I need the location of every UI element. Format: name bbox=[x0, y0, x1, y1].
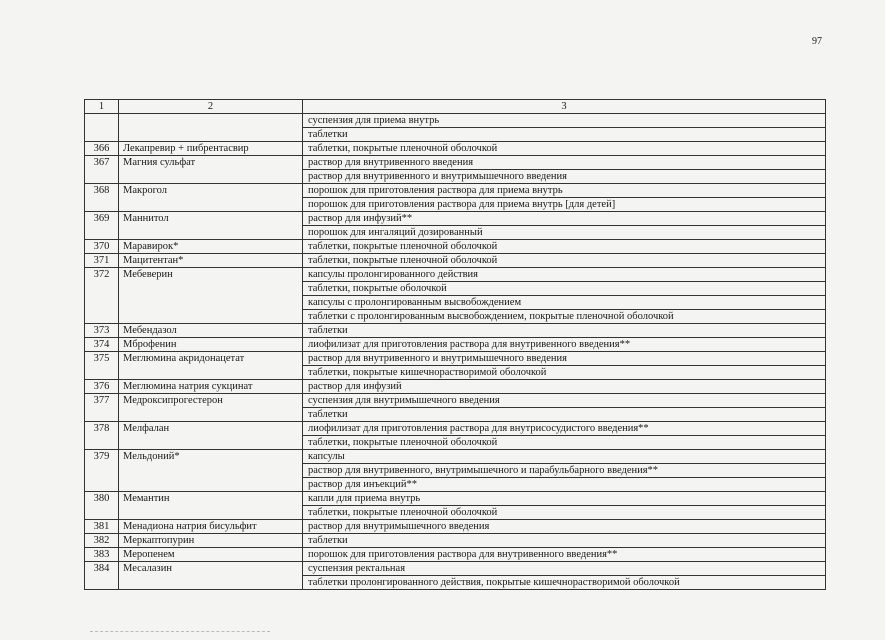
table-header-row bbox=[85, 100, 826, 114]
dosage-form: таблетки с пролонгированным высвобождением, покрытые пленочной оболочкой bbox=[303, 310, 826, 324]
drug-name: Маннитол bbox=[119, 212, 303, 240]
table-row bbox=[85, 212, 826, 226]
drug-name: Медроксипрогестерон bbox=[119, 394, 303, 422]
drug-name: Маравирок* bbox=[119, 240, 303, 254]
table-row bbox=[85, 520, 826, 534]
dosage-form: таблетки, покрытые пленочной оболочкой bbox=[303, 506, 826, 520]
bottom-scan-artifact bbox=[90, 631, 270, 636]
table-row bbox=[85, 114, 826, 128]
table-row bbox=[85, 240, 826, 254]
row-number: 383 bbox=[85, 548, 119, 562]
dosage-form: раствор для инфузий** bbox=[303, 212, 826, 226]
drug-name: Магния сульфат bbox=[119, 156, 303, 184]
dosage-form: капсулы bbox=[303, 450, 826, 464]
table-body bbox=[85, 114, 826, 590]
drug-name: Макрогол bbox=[119, 184, 303, 212]
dosage-form: лиофилизат для приготовления раствора для внутрисосудистого введения** bbox=[303, 422, 826, 436]
dosage-form: порошок для ингаляций дозированный bbox=[303, 226, 826, 240]
dosage-form: раствор для инфузий bbox=[303, 380, 826, 394]
dosage-form: суспензия ректальная bbox=[303, 562, 826, 576]
table-row bbox=[85, 268, 826, 282]
table-row bbox=[85, 380, 826, 394]
drug-name bbox=[119, 114, 303, 142]
row-number: 377 bbox=[85, 394, 119, 422]
column-header: 3 bbox=[303, 100, 826, 114]
drug-name: Меглюмина натрия сукцинат bbox=[119, 380, 303, 394]
row-number: 371 bbox=[85, 254, 119, 268]
row-number bbox=[85, 114, 119, 142]
drug-name: Мброфенин bbox=[119, 338, 303, 352]
drug-name: Мельдоний* bbox=[119, 450, 303, 492]
dosage-form: раствор для инъекций** bbox=[303, 478, 826, 492]
row-number: 373 bbox=[85, 324, 119, 338]
row-number: 384 bbox=[85, 562, 119, 590]
dosage-form: раствор для внутривенного, внутримышечного и парабульбарного введения** bbox=[303, 464, 826, 478]
table-row bbox=[85, 338, 826, 352]
dosage-form: таблетки, покрытые пленочной оболочкой bbox=[303, 254, 826, 268]
table-row bbox=[85, 156, 826, 170]
dosage-form: капли для приема внутрь bbox=[303, 492, 826, 506]
dosage-form: таблетки пролонгированного действия, покрытые кишечнорастворимой оболочкой bbox=[303, 576, 826, 590]
drug-name: Менадиона натрия бисульфит bbox=[119, 520, 303, 534]
dosage-form: таблетки, покрытые пленочной оболочкой bbox=[303, 142, 826, 156]
drug-name: Мебеверин bbox=[119, 268, 303, 324]
dosage-form: капсулы с пролонгированным высвобождением bbox=[303, 296, 826, 310]
table-row bbox=[85, 254, 826, 268]
row-number: 376 bbox=[85, 380, 119, 394]
row-number: 382 bbox=[85, 534, 119, 548]
drug-name: Лекапревир + пибрентасвир bbox=[119, 142, 303, 156]
dosage-form: раствор для внутривенного и внутримышечного введения bbox=[303, 352, 826, 366]
dosage-form: таблетки, покрытые оболочкой bbox=[303, 282, 826, 296]
dosage-form: таблетки bbox=[303, 128, 826, 142]
page-number: 97 bbox=[812, 36, 822, 47]
drug-forms-table bbox=[84, 99, 826, 590]
row-number: 379 bbox=[85, 450, 119, 492]
table-row bbox=[85, 394, 826, 408]
drug-name: Меркаптопурин bbox=[119, 534, 303, 548]
row-number: 368 bbox=[85, 184, 119, 212]
row-number: 366 bbox=[85, 142, 119, 156]
row-number: 374 bbox=[85, 338, 119, 352]
drug-name: Мацитентан* bbox=[119, 254, 303, 268]
row-number: 367 bbox=[85, 156, 119, 184]
dosage-form: порошок для приготовления раствора для приема внутрь bbox=[303, 184, 826, 198]
dosage-form: капсулы пролонгированного действия bbox=[303, 268, 826, 282]
table-row bbox=[85, 324, 826, 338]
column-header: 1 bbox=[85, 100, 119, 114]
dosage-form: таблетки, покрытые пленочной оболочкой bbox=[303, 240, 826, 254]
row-number: 381 bbox=[85, 520, 119, 534]
table-row bbox=[85, 548, 826, 562]
dosage-form: таблетки bbox=[303, 324, 826, 338]
drug-name: Месалазин bbox=[119, 562, 303, 590]
table-row bbox=[85, 142, 826, 156]
drug-name: Мелфалан bbox=[119, 422, 303, 450]
drug-name: Мемантин bbox=[119, 492, 303, 520]
dosage-form: порошок для приготовления раствора для внутривенного введения** bbox=[303, 548, 826, 562]
dosage-form: таблетки, покрытые кишечнорастворимой оболочкой bbox=[303, 366, 826, 380]
dosage-form: порошок для приготовления раствора для приема внутрь [для детей] bbox=[303, 198, 826, 212]
dosage-form: лиофилизат для приготовления раствора для внутривенного введения** bbox=[303, 338, 826, 352]
dosage-form: таблетки bbox=[303, 408, 826, 422]
column-header: 2 bbox=[119, 100, 303, 114]
dosage-form: таблетки, покрытые пленочной оболочкой bbox=[303, 436, 826, 450]
row-number: 372 bbox=[85, 268, 119, 324]
row-number: 378 bbox=[85, 422, 119, 450]
dosage-form: суспензия для внутримышечного введения bbox=[303, 394, 826, 408]
table-row bbox=[85, 562, 826, 576]
drug-name: Меглюмина акридонацетат bbox=[119, 352, 303, 380]
dosage-form: таблетки bbox=[303, 534, 826, 548]
table-row bbox=[85, 492, 826, 506]
dosage-form: раствор для внутривенного введения bbox=[303, 156, 826, 170]
dosage-form: раствор для внутривенного и внутримышечного введения bbox=[303, 170, 826, 184]
drug-name: Меропенем bbox=[119, 548, 303, 562]
dosage-form: суспензия для приема внутрь bbox=[303, 114, 826, 128]
row-number: 375 bbox=[85, 352, 119, 380]
dosage-form: раствор для внутримышечного введения bbox=[303, 520, 826, 534]
table-row bbox=[85, 450, 826, 464]
table-row bbox=[85, 184, 826, 198]
row-number: 380 bbox=[85, 492, 119, 520]
table-row bbox=[85, 422, 826, 436]
drug-name: Мебендазол bbox=[119, 324, 303, 338]
row-number: 370 bbox=[85, 240, 119, 254]
table-row bbox=[85, 352, 826, 366]
table-row bbox=[85, 534, 826, 548]
row-number: 369 bbox=[85, 212, 119, 240]
